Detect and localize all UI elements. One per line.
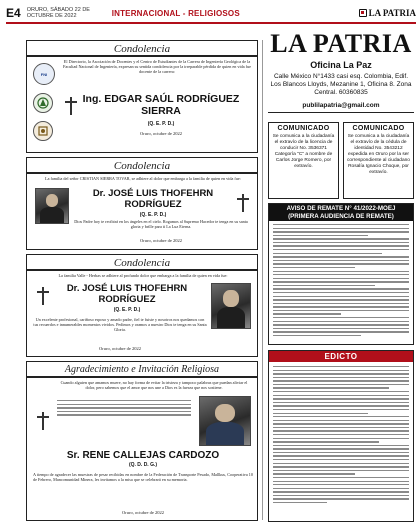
section-title: INTERNACIONAL - RELIGIOSOS bbox=[111, 8, 240, 18]
photo-head bbox=[215, 404, 235, 422]
edict-title: EDICTO bbox=[269, 351, 413, 362]
header-stripe bbox=[27, 172, 257, 174]
office-address: Calle México N°1433 casi esq. Colombia, Edif. Los Blancos Lloyds, Mezanine 1, Oficina 8. Zona Central. 60360835 bbox=[270, 73, 412, 97]
comunicado-1 bbox=[268, 122, 339, 199]
obituary-title: Agradecimiento e Invitación Religiosa bbox=[64, 364, 220, 375]
comunicado-body: Se comunica a la ciudadanía el extravío de la cédula de identidad No. 3543212 expedida en Oruro por la ser correspondiente al ciudadano Rosalía Ignacio Choque, por extravío. bbox=[347, 134, 410, 175]
rip-label: (Q. E. P. D.) bbox=[113, 307, 141, 313]
auction-text-block bbox=[273, 224, 409, 339]
photo-body bbox=[217, 307, 246, 328]
obituary-place-date: Oruro, octubre de 2022 bbox=[140, 131, 182, 136]
obituary-condolence-1 bbox=[26, 40, 258, 153]
obituary-intro: El Directorio, la Asociación de Docentes y el Centro de Estudiantes de la Carrera de Ingeniería Geológica de la Facultad Nacional de Ingeniería, expresan su sentida condolencia por la irreparable pérdida de quien en vida fue docente de la carrera: bbox=[62, 59, 251, 75]
header-stripe bbox=[27, 376, 257, 378]
auction-title-bar bbox=[269, 204, 413, 221]
auction-title: AVISO DE REMATE N° 41/2022-MOEJ bbox=[286, 205, 396, 212]
obituary-title: Condolencia bbox=[113, 160, 171, 172]
obituary-place-date: Oruro, octubre de 2022 bbox=[99, 346, 141, 351]
deceased-photo bbox=[35, 188, 69, 224]
newspaper-logo-text: LA PATRIA bbox=[368, 8, 416, 18]
photo-head bbox=[223, 290, 238, 307]
comunicado-title: COMUNICADO bbox=[352, 125, 405, 132]
university-emblem-icon: FNI bbox=[33, 63, 55, 85]
header-stripe bbox=[27, 55, 257, 57]
obituary-intro: Cuando alguien que amamos muere, no hay forma de evitar la tristeza y tampoco palabras que puedan aliviar el dolor, pero sabemos que el amor que nos une a Dios es la fuerza que nos sostiene. bbox=[60, 380, 248, 391]
photo-head bbox=[46, 194, 59, 207]
page-header bbox=[6, 4, 416, 24]
association-emblem-icon bbox=[33, 121, 53, 141]
cross-icon bbox=[35, 412, 51, 430]
family-list bbox=[57, 400, 191, 418]
office-name: Oficina La Paz bbox=[310, 60, 372, 70]
la-patria-brand: LA PATRIA bbox=[270, 29, 412, 58]
photo-body bbox=[40, 207, 64, 223]
rip-label: (Q. E. P. D.) bbox=[139, 212, 167, 218]
obituary-body: Dios Padre hoy te recibirá en los ángeles en el cielo. Rogamos al Supremo Hacedor te tenga en su santa gloria y brille para ti La Luz Eterna. bbox=[74, 219, 248, 230]
obituary-body: A tiempo de agradecer las muestras de pesar recibidas en nombre de la Federación de Transporte Pesado, Mallkus, Cooperativa 10 de Febrero, Mancomunidad Minera, les invitamos a la misa que se celebrará en su memoria. bbox=[33, 472, 253, 483]
deceased-name: Dr. JOSÉ LUIS THOFEHRN RODRÍGUEZ bbox=[92, 188, 214, 210]
comunicado-body: Se comunica a la ciudadanía el extravío de la licencia de conducir No. 3536371 Categoría "C" a nombre de Carlos Jorge Romero, por extravío. bbox=[272, 134, 335, 169]
rip-label: (Q. E. P. D.) bbox=[147, 121, 175, 127]
photo-body bbox=[206, 422, 244, 445]
faculty-emblem-icon bbox=[33, 93, 53, 113]
cross-icon bbox=[235, 194, 251, 212]
rip-label: (Q. D. D. G.) bbox=[128, 462, 158, 468]
header-stripe bbox=[27, 269, 257, 271]
comunicado-2 bbox=[343, 122, 414, 199]
obituary-title: Condolencia bbox=[113, 257, 171, 269]
newspaper-logo-icon bbox=[359, 9, 367, 17]
comunicado-title: COMUNICADO bbox=[277, 125, 330, 132]
obituary-place-date: Oruro, octubre de 2022 bbox=[122, 510, 164, 515]
edict-notice bbox=[268, 350, 414, 522]
deceased-name: Sr. RENE CALLEJAS CARDOZO bbox=[66, 450, 220, 461]
deceased-photo bbox=[211, 283, 251, 329]
la-patria-info bbox=[268, 30, 414, 113]
page-number: E4 bbox=[6, 6, 21, 20]
edict-text-block bbox=[273, 366, 409, 506]
deceased-name: Ing. EDGAR SAÚL RODRÍGUEZ SIERRA bbox=[82, 93, 240, 117]
auction-notice bbox=[268, 203, 414, 345]
auction-subtitle: (PRIMERA AUDIENCIA DE REMATE) bbox=[288, 212, 394, 220]
obituary-place-date: Oruro, octubre de 2022 bbox=[140, 238, 182, 243]
obituary-intro: La familia Valle - Herbas se adhiere al profundo dolor que embarga a la familia de quien en vida fue: bbox=[58, 273, 228, 278]
deceased-photo bbox=[199, 396, 251, 446]
deceased-name: Dr. JOSÉ LUIS THOFEHRN RODRÍGUEZ bbox=[66, 283, 188, 305]
obituary-body: Un excelente profesional, cariñoso esposo y amado padre, fiel te fuiste y nosotros nos quedamos con tus recuerdos e innumerables momentos vividos. Pedimos y oramos a nuestro Dios te tenga en su Santa Gloria. bbox=[33, 317, 207, 333]
contact-email: publilapatria@gmail.com bbox=[268, 102, 414, 113]
newspaper-logo bbox=[359, 8, 416, 18]
obituary-condolence-2 bbox=[26, 157, 258, 250]
column-divider bbox=[262, 40, 263, 520]
obituary-intro: La familia del señor CRISTIAN SIERRA TOVAR, se adhiere al dolor que embarga a la familia de quien en vida fue: bbox=[45, 176, 241, 181]
obituary-title: Condolencia bbox=[113, 43, 171, 55]
obituary-condolence-3 bbox=[26, 254, 258, 357]
issue-date: ORURO, SÁBADO 22 DE OCTUBRE DE 2022 bbox=[26, 7, 90, 19]
obituary-thanks-invitation bbox=[26, 361, 258, 521]
